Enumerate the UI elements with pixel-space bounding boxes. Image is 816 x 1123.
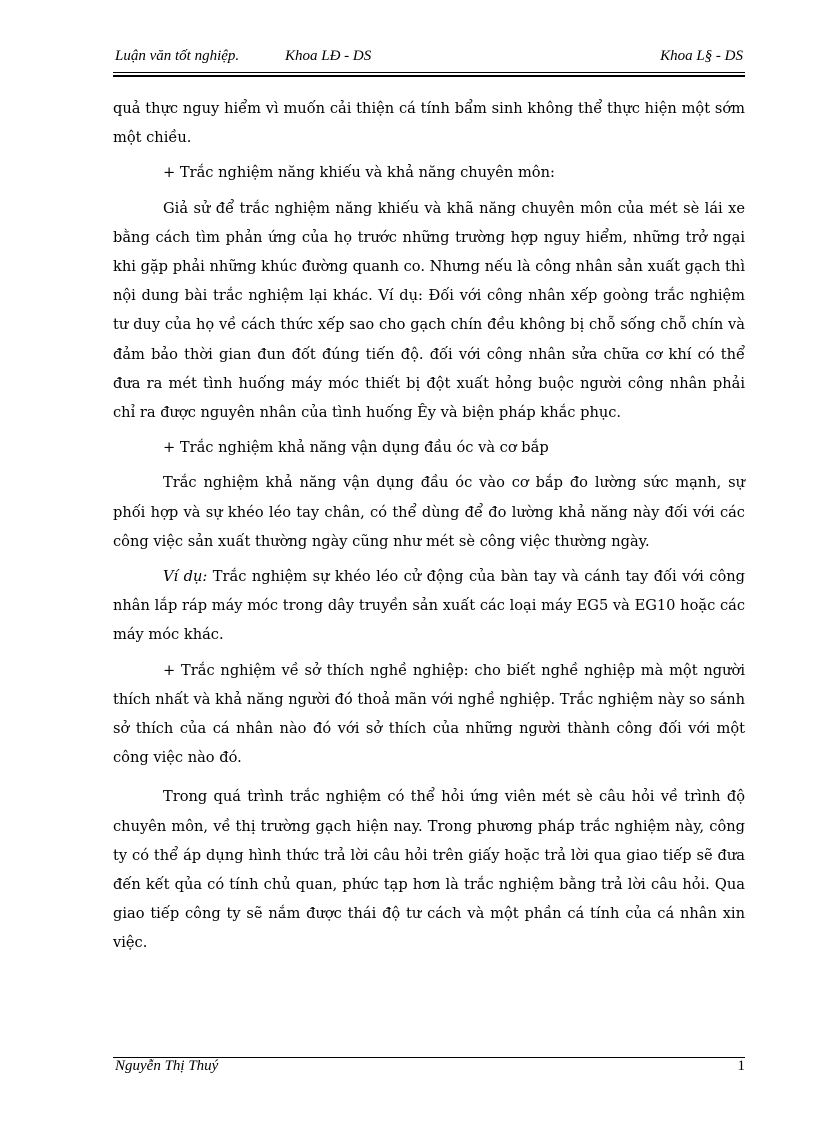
header-faculty: Khoa LĐ - DS [285,48,372,64]
page-header [115,48,743,70]
page-number: 1 [737,1058,745,1074]
paragraph-aptitude-heading: + Trắc nghiệm năng khiếu và khả năng chuyên môn: [163,164,555,182]
header-thesis-title: Luận văn tốt nghiệp. [115,48,240,64]
paragraph-example [113,562,745,650]
page-body [113,94,745,964]
paragraph-interview: Trong quá trình trắc nghiệm có thể hỏi ứng viên mét sè câu hỏi về trình độ chuyên môn, về thị trường gạch hiện nay. Trong phương pháp trắc nghiệm này, công ty có thể áp dụng hình thức trả lời câu hỏi trên giấy hoặc trả lời qua giao tiếp sẽ đưa đến kết qủa có tính chủ quan, phức tạp hơn là trắc nghiệm bằng trả lời câu hỏi. Qua giao tiếp công ty sẽ nắm được thái độ tư cách và một phần cá tính của cá nhân xin việc. [113,788,745,952]
page-footer [115,1058,745,1078]
paragraph-aptitude-body: Giả sử để trắc nghiệm năng khiếu và khã năng chuyên môn của mét sè lái xe bằng cách tìm phản ứng của họ trước những trường hợp nguy hiểm, những trở ngại khi gặp phải những khúc đường quanh co. Nhưng nếu là công nhân sản xuất gạch thì nội dung bài trắc nghiệm lại khác. Ví dụ: Đối với công nhân xếp goòng trắc nghiệm tư duy của họ về cách thức xếp sao cho gạch chín đều không bị chỗ sống chỗ chín và đảm bảo thời gian đun đốt đúng tiến độ. đối với công nhân sửa chữa cơ khí có thể đưa ra mét tình huống máy móc thiết bị đột xuất hỏng buộc người công nhân phải chỉ ra được nguyên nhân của tình huống Êy và biện pháp khắc phục. [113,199,745,422]
header-faculty-right: Khoa L§ - DS [660,48,743,64]
footer-author: Nguyễn Thị Thuý [115,1058,219,1074]
paragraph-continuation: quả thực nguy hiểm vì muốn cải thiện cá tính bẩm sinh không thể thực hiện một sớm một chiều. [113,100,745,147]
paragraph-motor-body: Trắc nghiệm khả năng vận dụng đầu óc vào cơ bắp đo lường sức mạnh, sự phối hợp và sự khéo léo tay chân, có thể dùng để đo lường khả năng này đối với các công việc sản xuất thường ngày cũng như mét sè công việc thường ngày. [113,474,745,550]
paragraph-interest: + Trắc nghiệm về sở thích nghề nghiệp: cho biết nghề nghiệp mà một người thích nhất và khả năng người đó thoả mãn với nghề nghiệp. Trắc nghiệm này so sánh sở thích của cá nhân nào đó với sở thích của những người thành công đối với một công việc nào đó. [113,661,745,767]
header-rule [113,72,745,77]
example-text: Trắc nghiệm sự khéo léo cử động của bàn tay và cánh tay đối với công nhân lắp ráp máy móc trong dây truyền sản xuất các loại máy EG5 và EG10 hoặc các máy móc khác. [113,568,745,644]
example-label: Ví dụ: [163,568,208,586]
paragraph-motor-heading: + Trắc nghiệm khả năng vận dụng đầu óc và cơ bắp [163,439,549,457]
